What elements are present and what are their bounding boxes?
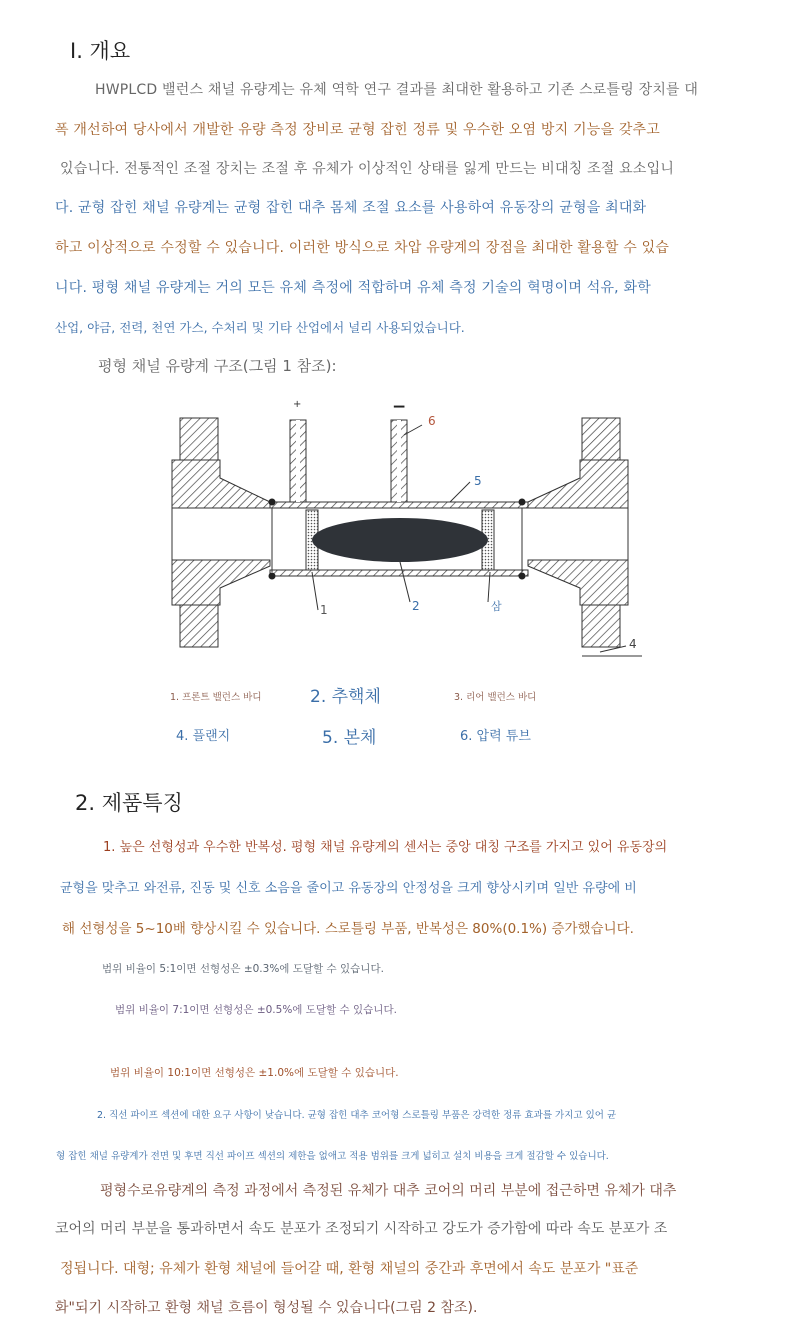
intro-line-1: HWPLCD 밸런스 채널 유량계는 유체 역학 연구 결과를 최대한 활용하고 기존 스로틀링 장치를 대 [95, 82, 699, 98]
label-5: 5 [474, 474, 482, 488]
caption-pressure-tube: 6. 압력 튜브 [460, 729, 531, 744]
caption-rear-balance-body: 3. 리어 밸런스 바디 [454, 692, 537, 703]
intro-line-7: 산업, 야금, 전력, 천연 가스, 수처리 및 기타 산업에서 널리 사용되었습니다. [55, 320, 465, 335]
left-flange [172, 418, 270, 647]
label-4: 4 [629, 637, 637, 651]
range-10-1: 범위 비율이 10:1이면 선형성은 ±1.0%에 도달할 수 있습니다. [110, 1067, 399, 1079]
feature-2-line-1: 2. 직선 파이프 섹션에 대한 요구 사항이 낮습니다. 균형 잡힌 대추 코어형 스로틀링 부품은 강력한 정류 효과를 가지고 있어 균 [97, 1110, 617, 1121]
caption-cone-core: 2. 추핵체 [310, 687, 381, 707]
minus-mark: − [392, 397, 407, 417]
feature-1-line-1: 1. 높은 선형성과 우수한 반복성. 평형 채널 유량계의 센서는 중앙 대칭 구조를 가지고 있어 유동장의 [103, 840, 668, 855]
intro-line-5: 하고 이상적으로 수정할 수 있습니다. 이러한 방식으로 차압 유량계의 장점을 최대한 활용할 수 있습 [55, 240, 670, 256]
pressure-tubes [290, 420, 407, 502]
plus-mark: + [293, 399, 302, 410]
section-2-heading: 2. 제품특징 [75, 791, 183, 815]
caption-front-balance-body: 1. 프론트 밸런스 바디 [170, 692, 262, 703]
right-flange [528, 418, 642, 656]
range-7-1: 범위 비율이 7:1이면 선형성은 ±0.5%에 도달할 수 있습니다. [115, 1004, 397, 1016]
feature-1-line-2: 균형을 맞추고 와전류, 진동 및 신호 소음을 줄이고 유동장의 안정성을 크게 향상시키며 일반 유량에 비 [60, 881, 637, 896]
label-3: 삼 [491, 600, 502, 613]
process-line-1: 평형수로유량계의 측정 과정에서 측정된 유체가 대추 코어의 머리 부분에 접근하면 유체가 대추 [100, 1183, 677, 1199]
section-1-heading: I. 개요 [70, 39, 131, 63]
intro-line-4: 다. 균형 잡힌 채널 유량계는 균형 잡힌 대추 몸체 조절 요소를 사용하여 유동장의 균형을 최대화 [55, 200, 647, 216]
range-5-1: 범위 비율이 5:1이면 선형성은 ±0.3%에 도달할 수 있습니다. [102, 963, 384, 975]
caption-flange: 4. 플랜지 [176, 729, 231, 744]
label-2: 2 [412, 599, 420, 613]
label-1: 1 [320, 603, 328, 617]
intro-line-3: 있습니다. 전통적인 조절 장치는 조절 후 유체가 이상적인 상태를 잃게 만드는 비대칭 조절 요소입니 [60, 161, 675, 177]
structure-title: 평형 채널 유량계 구조(그림 1 참조): [98, 357, 337, 375]
process-line-2: 코어의 머리 부분을 통과하면서 속도 분포가 조정되기 시작하고 강도가 증가함에 따라 속도 분포가 조 [55, 1221, 668, 1237]
feature-1-line-3: 해 선형성을 5~10배 향상시킬 수 있습니다. 스로틀링 부품, 반복성은 80%(0.1%) 증가했습니다. [62, 921, 634, 937]
feature-2-line-2: 형 잡힌 채널 유량계가 전면 및 후면 직선 파이프 섹션의 제한을 없애고 적용 범위를 크게 넓히고 설치 비용을 크게 절감할 수 있습니다. [56, 1151, 609, 1162]
cone-core [312, 518, 488, 562]
process-line-4: 화"되기 시작하고 환형 채널 흐름이 형성될 수 있습니다(그림 2 참조). [55, 1300, 478, 1316]
intro-line-2: 폭 개선하여 당사에서 개발한 유량 측정 장비로 균형 잡힌 정류 및 우수한 오염 방지 기능을 갖추고 [55, 122, 660, 138]
flowmeter-structure-diagram [160, 390, 660, 680]
intro-line-6: 니다. 평형 채널 유량계는 거의 모든 유체 측정에 적합하며 유체 측정 기술의 혁명이며 석유, 화학 [55, 280, 651, 296]
caption-body: 5. 본체 [322, 728, 377, 748]
process-line-3: 정됩니다. 대형; 유체가 환형 채널에 들어갈 때, 환형 채널의 중간과 후면에서 속도 분포가 "표준 [60, 1261, 639, 1277]
label-6: 6 [428, 414, 436, 428]
